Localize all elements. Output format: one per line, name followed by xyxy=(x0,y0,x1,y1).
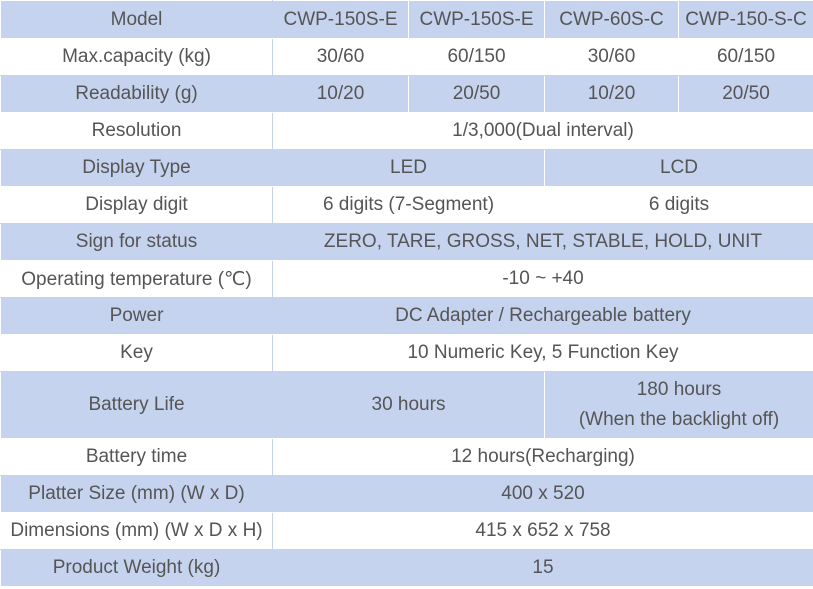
row-max-capacity xyxy=(1,39,813,76)
cell-value: CWP-150-S-C xyxy=(679,1,813,39)
cell-value: 20/50 xyxy=(409,76,545,113)
cell-value: 10 Numeric Key, 5 Function Key xyxy=(273,335,813,372)
row-label: Operating temperature (℃) xyxy=(1,261,273,298)
row-display-digit xyxy=(1,187,813,224)
row-operating-temperature xyxy=(1,261,813,298)
cell-value: 15 xyxy=(273,550,813,587)
cell-value-multiline xyxy=(545,372,813,439)
row-label: Product Weight (kg) xyxy=(1,550,273,587)
cell-value: 6 digits xyxy=(545,187,813,224)
cell-value: CWP-60S-C xyxy=(545,1,679,39)
row-battery-life xyxy=(1,372,813,439)
cell-value: 415 x 652 x 758 xyxy=(273,513,813,550)
row-battery-time xyxy=(1,439,813,476)
row-resolution xyxy=(1,113,813,150)
row-platter-size xyxy=(1,476,813,513)
row-label: Platter Size (mm) (W x D) xyxy=(1,476,273,513)
cell-value: CWP-150S-E xyxy=(409,1,545,39)
cell-value: 1/3,000(Dual interval) xyxy=(273,113,813,150)
cell-line: 180 hours xyxy=(636,379,722,400)
row-label: Resolution xyxy=(1,113,273,150)
cell-value: 30/60 xyxy=(545,39,679,76)
cell-value: 60/150 xyxy=(679,39,813,76)
cell-value: 400 x 520 xyxy=(273,476,813,513)
row-dimensions xyxy=(1,513,813,550)
cell-value: 20/50 xyxy=(679,76,813,113)
row-label: Key xyxy=(1,335,273,372)
cell-value: 12 hours(Recharging) xyxy=(273,439,813,476)
cell-value: 30/60 xyxy=(273,39,409,76)
cell-line: (When the backlight off) xyxy=(578,409,780,430)
row-key xyxy=(1,335,813,372)
row-label: Max.capacity (kg) xyxy=(1,39,273,76)
cell-value: 6 digits (7-Segment) xyxy=(273,187,545,224)
cell-value: 30 hours xyxy=(273,372,545,439)
cell-value: 10/20 xyxy=(273,76,409,113)
row-label: Display Type xyxy=(1,150,273,187)
row-label: Model xyxy=(1,1,273,39)
cell-value: LCD xyxy=(545,150,813,187)
row-display-type xyxy=(1,150,813,187)
row-model xyxy=(1,1,813,39)
cell-value: LED xyxy=(273,150,545,187)
row-power xyxy=(1,298,813,335)
row-label: Dimensions (mm) (W x D x H) xyxy=(1,513,273,550)
cell-value: CWP-150S-E xyxy=(273,1,409,39)
row-label: Readability (g) xyxy=(1,76,273,113)
row-label: Sign for status xyxy=(1,224,273,261)
cell-value: DC Adapter / Rechargeable battery xyxy=(273,298,813,335)
cell-value: -10 ~ +40 xyxy=(273,261,813,298)
row-sign-for-status xyxy=(1,224,813,261)
row-label: Battery Life xyxy=(1,372,273,439)
cell-value: ZERO, TARE, GROSS, NET, STABLE, HOLD, UNIT xyxy=(273,224,813,261)
row-label: Battery time xyxy=(1,439,273,476)
cell-value: 10/20 xyxy=(545,76,679,113)
cell-value: 60/150 xyxy=(409,39,545,76)
row-label: Power xyxy=(1,298,273,335)
row-product-weight xyxy=(1,550,813,587)
row-readability xyxy=(1,76,813,113)
row-label: Display digit xyxy=(1,187,273,224)
